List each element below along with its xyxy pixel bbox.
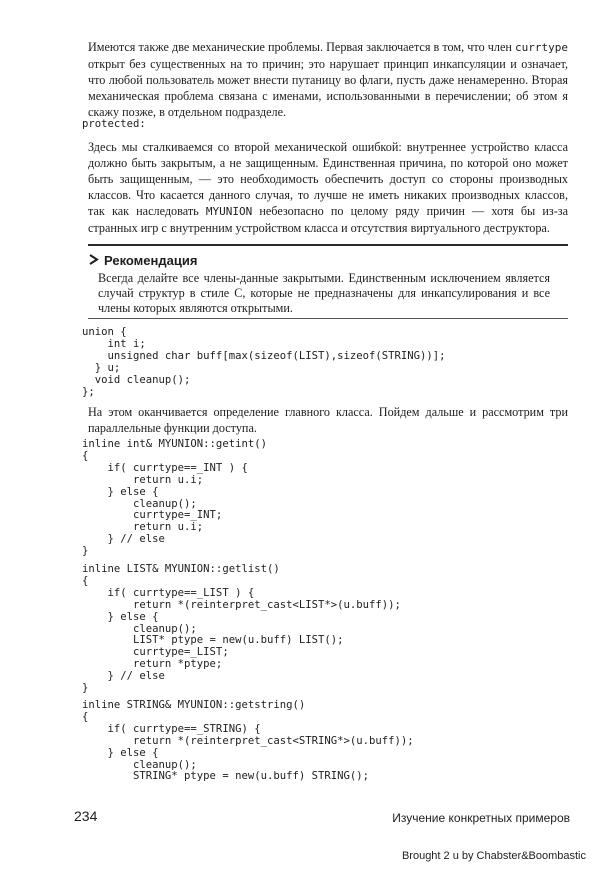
second-paragraph: Здесь мы сталкиваемся со второй механической ошибкой: внутреннее устройство класса должно быть закрытым, а не защищенным. Единственная причина, по которой оно может быть защищенным, — это необходимость обеспечить доступ со стороны производных классов. Что касается данного случая, то лучше не иметь никаких производных классов, так как наследовать MYUNION небезопасно по целому ряду причин — хотя бы из-за странных игр с внутренним устройством класса и отсутствия виртуального деструктора. (88, 140, 568, 236)
recommendation-bottom-rule (88, 318, 568, 319)
book-title: Изучение конкретных примеров (392, 811, 570, 825)
myunion-code: MYUNION (205, 205, 253, 219)
code-getlist: inline LIST& MYUNION::getlist() { if( currtype==_LIST ) { return *(reinterpret_cast<LIST*>(u.buff)); } else { cleanup(); LIST* ptype = new(u.buff) LIST(); currtype=_LIST; return *ptype; } // else } (82, 563, 401, 695)
code-getint: inline int& MYUNION::getint() { if( currtype==_INT ) { return u.i; } else { cleanup(); currtype=_INT; return u.i; } // else } (82, 438, 267, 558)
page-number: 234 (74, 808, 98, 824)
recommendation-top-rule (88, 244, 568, 246)
code-union: union { int i; unsigned char buff[max(sizeof(LIST),sizeof(STRING))]; } u; void cleanup(); }; (82, 326, 446, 398)
watermark-text: Brought 2 u by Chabster&Boombastic (401, 850, 586, 862)
code-getstring: inline STRING& MYUNION::getstring() { if( currtype==_STRING) { return *(reinterpret_cast<STRING*>(u.buff)); } else { cleanup(); STRING* ptype = new(u.buff) STRING(); (82, 699, 414, 783)
recommendation-title: Рекомендация (88, 253, 197, 268)
protected-label: protected: (82, 118, 146, 130)
currtype-code: currtype (515, 41, 568, 54)
chevron-right-icon (88, 253, 100, 268)
intro-paragraph: Имеются также две механические проблемы. Первая заключается в том, что член currtype открыт без существенных на то причин; это нарушает принцип инкапсуляции и означает, что любой пользователь может внести путаницу во флаги, пусть даже ненамеренно. Вторая механическая проблема связана с именами, использованными в перечислении; об этом я скажу позже, в отдельном подразделе. (88, 40, 568, 120)
transition-paragraph: На этом оканчивается определение главного класса. Пойдем дальше и рассмотрим три параллельные функции доступа. (88, 405, 568, 436)
recommendation-text: Всегда делайте все члены-данные закрытыми. Единственным исключением является случай структур в стиле С, которые не предназначены для инкапсулирования и все члены которых являются открытыми. (98, 271, 550, 315)
